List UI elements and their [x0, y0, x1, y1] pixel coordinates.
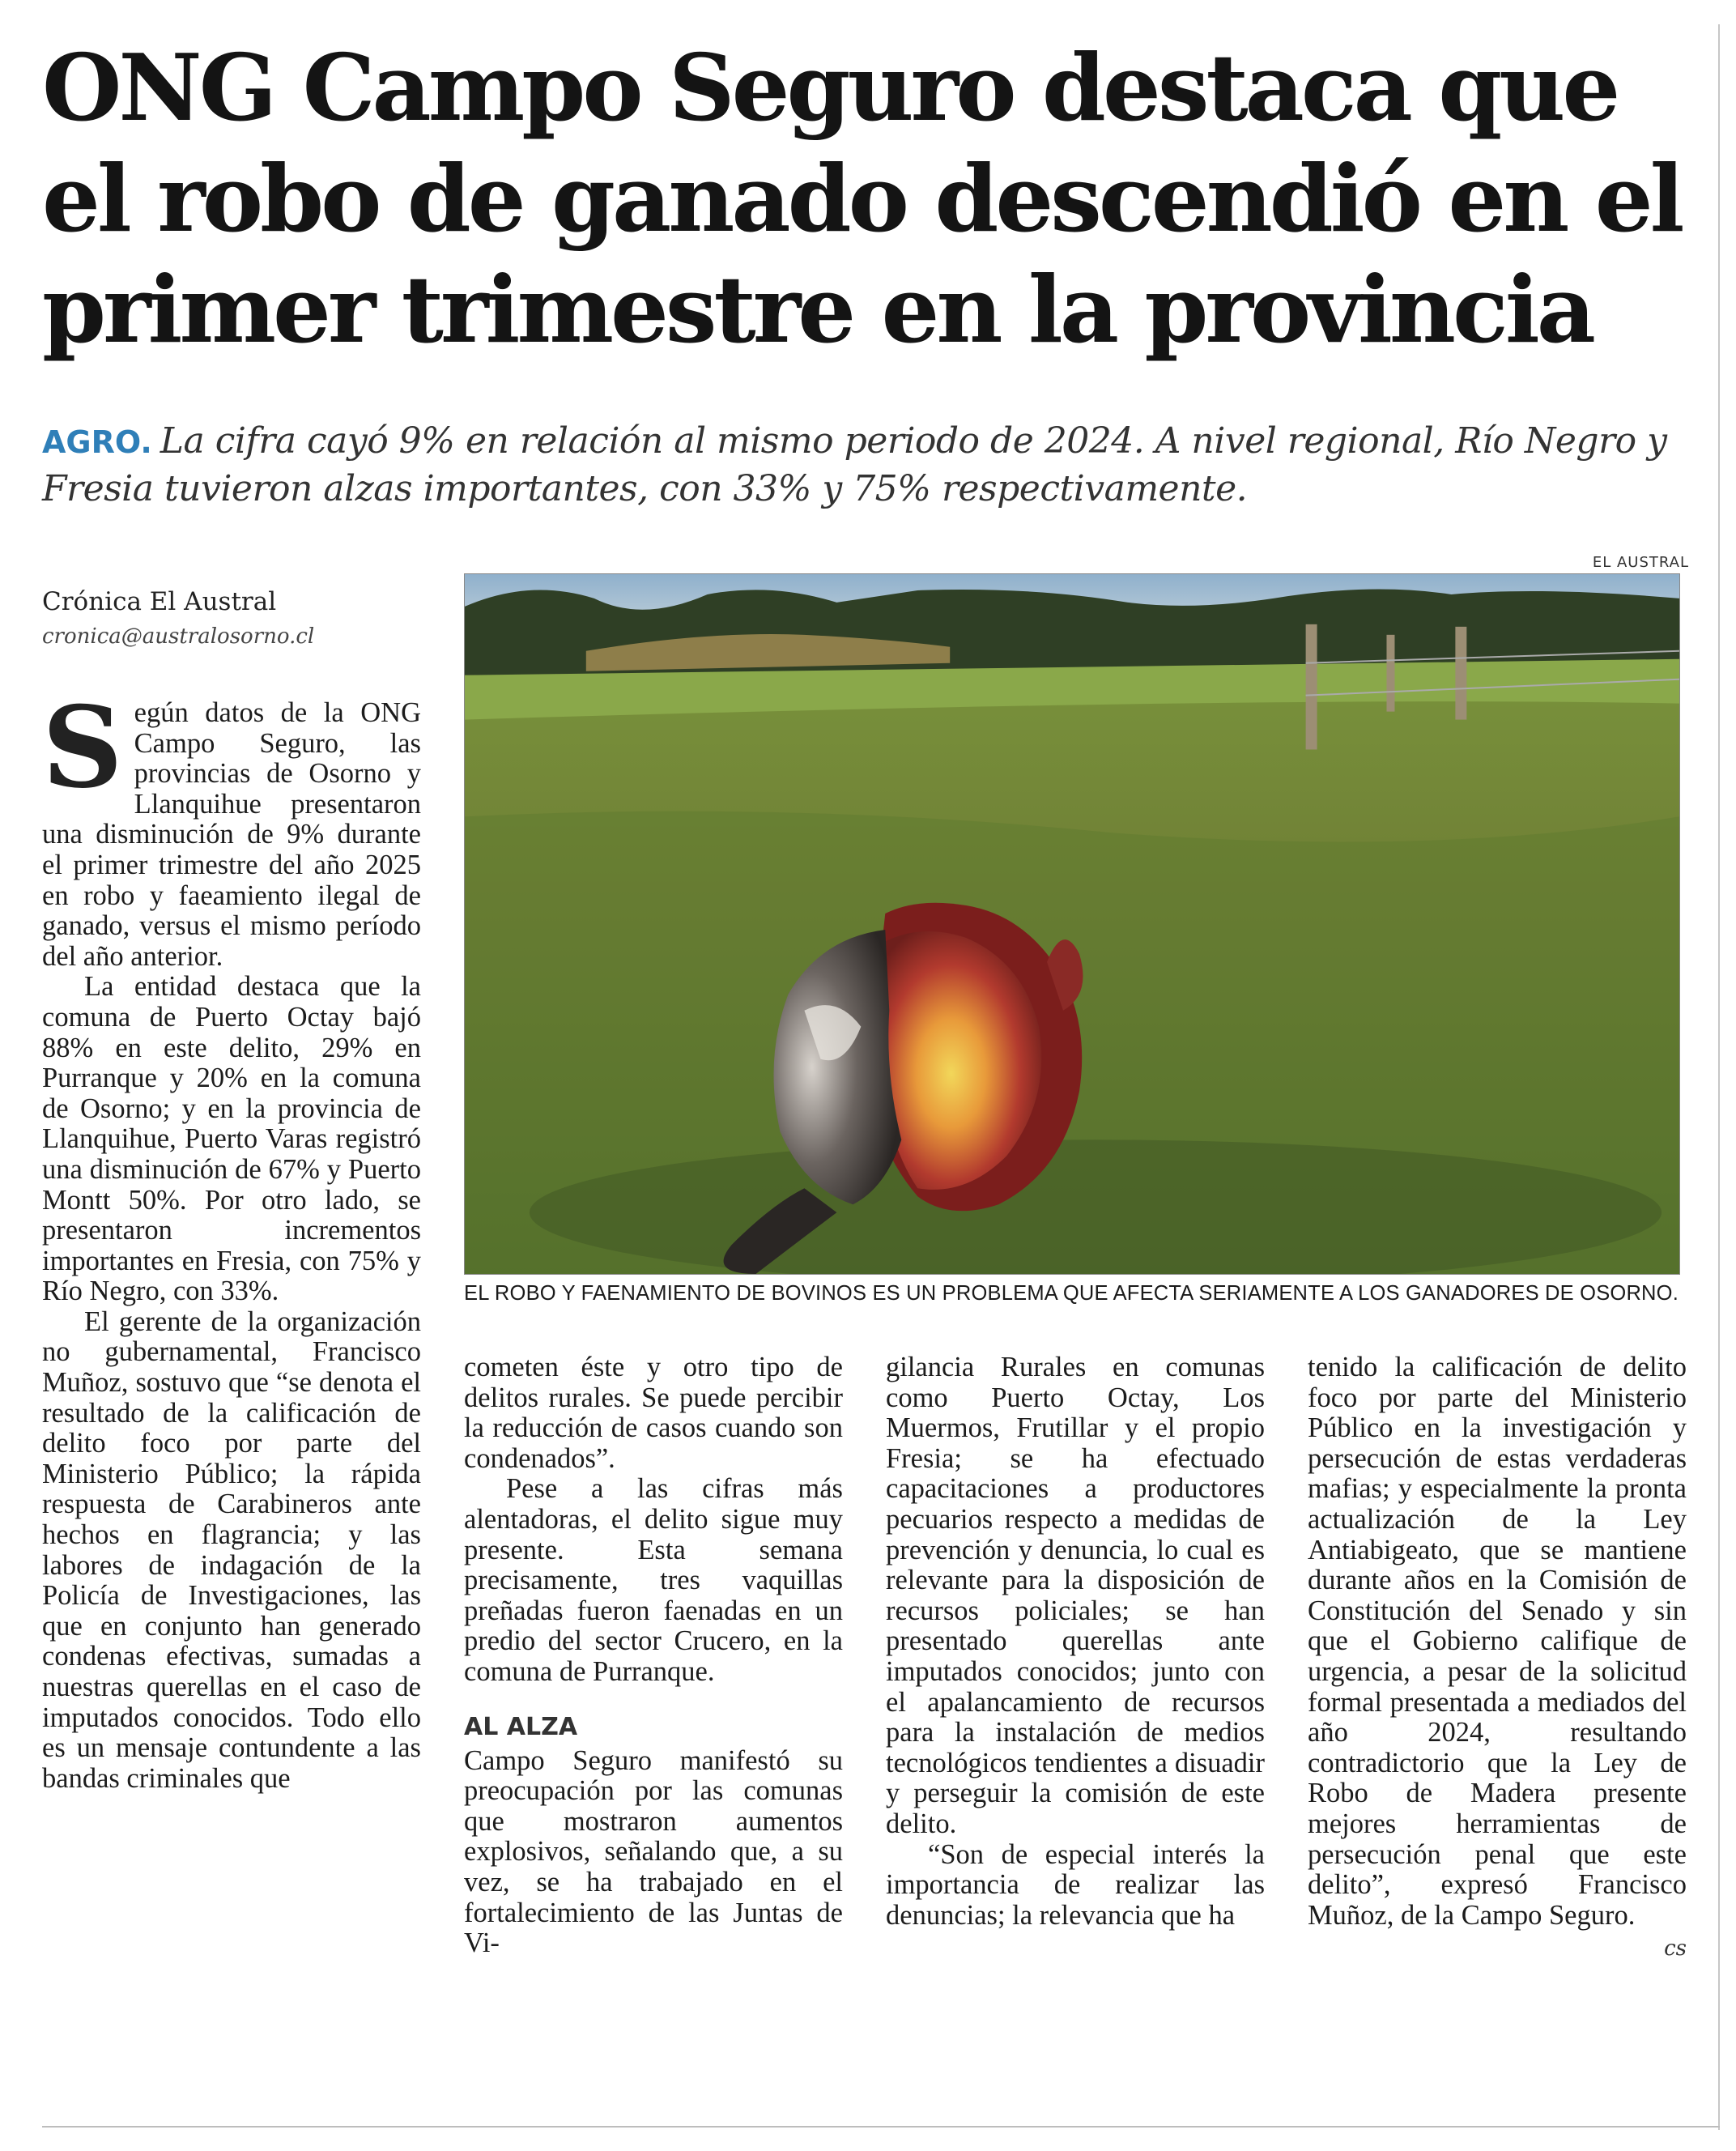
bottom-border-rule: [42, 2126, 1720, 2128]
paragraph: Campo Seguro manifestó su preocupación por las comunas que mostraron aumentos explosivos, señalando que, a su vez, se ha trabajado en el fortalecimiento de las Juntas de Vi-: [464, 1744, 843, 1959]
headline: [42, 32, 1702, 365]
deck-subtitle: [42, 418, 1702, 513]
paragraph: gilancia Rurales en comunas como Puerto Octay, Los Muermos, Frutillar y el propio Fresia; se ha efectuado capacitaciones a productores pecuarios respecto a medidas de prevención y denuncia, lo cual es relevante para la disposición de recursos policiales; se han presentado querellas ante imputados conocidos; junto con el apalancamiento de recursos para la instalación de medios tecnológicos tendientes a disuadir y perseguir la comisión de este delito.: [886, 1352, 1265, 1839]
deck-text: La cifra cayó 9% en relación al mismo periodo de 2024. A nivel regional, Río Negro y Fresia tuvieron alzas importantes, con 33% y 75% respectivamente.: [42, 420, 1667, 509]
paragraph: tenido la calificación de delito foco por parte del Ministerio Público en la investigación y persecución de estas verdaderas mafias; y especialmente la pronta actualización de la Ley Antiabigeato, que se mantiene durante años en la Comisión de Constitución del Senado y sin que el Gobierno califique de urgencia, a pesar de la solicitud formal presentada a mediados del año 2024, resultando contradictorio que la Ley de Robo de Madera presente mejores herramientas de persecución penal que este delito”, expresó Francisco Muñoz, de la Campo Seguro.: [1308, 1352, 1687, 1931]
photo-credit: EL AUSTRAL: [1592, 554, 1689, 571]
paragraph: Pese a las cifras más alentadoras, el delito sigue muy presente. Esta semana precisamente, tres vaquillas preñadas fueron faenadas en un predio del sector Crucero, en la comuna de Purranque.: [464, 1473, 843, 1687]
section-subhead: AL ALZA: [464, 1712, 578, 1741]
paragraph: cometen éste y otro tipo de delitos rurales. Se puede percibir la reducción de casos cuando son condenados”.: [464, 1352, 843, 1474]
right-border-rule: [1718, 24, 1720, 2130]
paragraph: La entidad destaca que la comuna de Puerto Octay bajó 88% en este delito, 29% en Purranque y 20% en la comuna de Osorno; y en la provincia de Llanquihue, Puerto Varas registró una disminución de 67% y Puerto Montt 50%. Por otro lado, se presentaron incrementos importantes en Fresia, con 75% y Río Negro, con 33%.: [42, 971, 421, 1307]
body-column-1: [42, 681, 421, 1794]
body-column-2: [464, 1352, 843, 1959]
byline-email: cronica@australosorno.cl: [42, 624, 315, 649]
byline-author: Crónica El Austral: [42, 587, 277, 616]
body-column-4: [1308, 1352, 1687, 1965]
byline: [42, 585, 439, 654]
paragraph: [42, 681, 421, 972]
headline-line-3: primer trimestre en la provincia: [42, 256, 1593, 364]
section-kicker: AGRO.: [42, 424, 152, 460]
paragraph: “Son de especial interés la importancia de realizar las denuncias; la relevancia que ha: [886, 1838, 1265, 1931]
field-carcass-photo: [465, 574, 1679, 1274]
drop-cap: S: [42, 681, 123, 813]
paragraph-text: egún datos de la ONG Campo Seguro, las provincias de Osorno y Llanquihue presentaron una disminución de 9% durante el primer trimestre del año 2025 en robo y faeamiento ilegal de ganado, versus el mismo período del año anterior.: [42, 697, 421, 972]
headline-line-1: ONG Campo Seguro destaca que: [42, 34, 1618, 142]
body-column-3: [886, 1352, 1265, 1931]
headline-line-2: el robo de ganado descendió en el: [42, 145, 1682, 253]
news-photo: [464, 573, 1680, 1275]
paragraph: El gerente de la organización no gubernamental, Francisco Muñoz, sostuvo que “se denota el resultado de la calificación de delito foco por parte del Ministerio Público; la rápida respuesta de Carabineros ante hechos en flagrancia; y las labores de indagación de la Policía de Investigaciones, las que en conjunto han generado condenas efectivas, sumadas a nuestras querellas en el caso de imputados conocidos. Todo ello es un mensaje contundente a las bandas criminales que: [42, 1306, 421, 1794]
end-mark: cs: [1664, 1936, 1687, 1961]
photo-caption: EL ROBO Y FAENAMIENTO DE BOVINOS ES UN PROBLEMA QUE AFECTA SERIAMENTE A LOS GANADORES DE OSORNO.: [464, 1282, 1679, 1305]
